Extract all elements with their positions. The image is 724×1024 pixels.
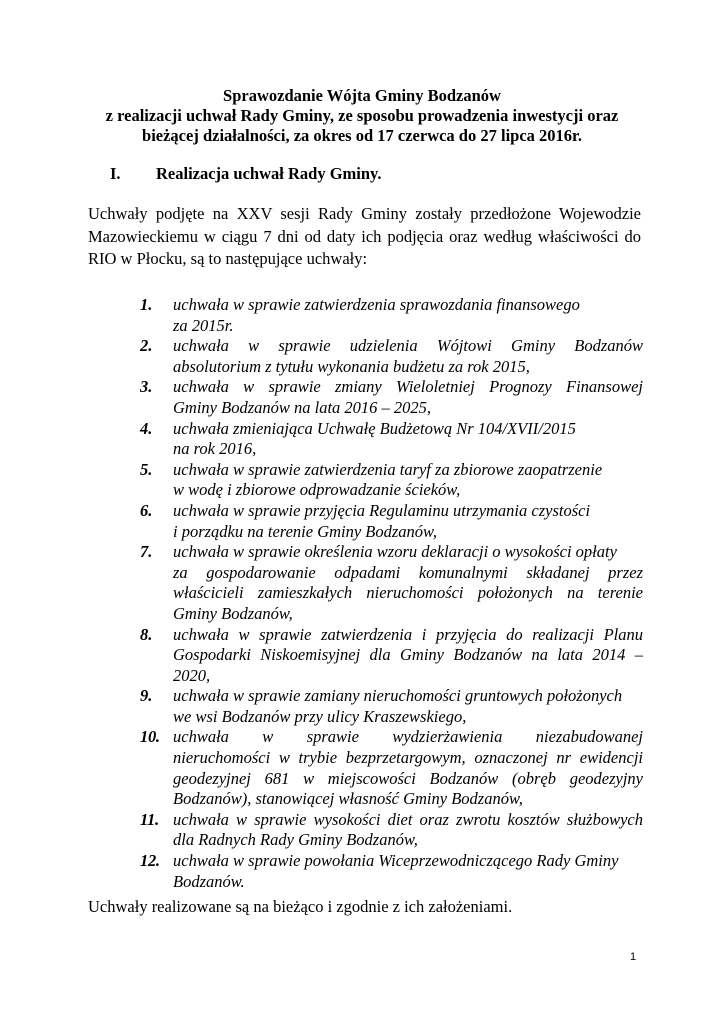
list-item-line: 2020, [173, 665, 211, 685]
list-item-number: 6. [140, 500, 153, 520]
list-item-text [173, 419, 643, 460]
list-item-line: Gminy Bodzanów na lata 2016 – 2025, [173, 397, 432, 417]
list-item-line: właścicieli zamieszkałych nieruchomości położonych na terenie [173, 583, 643, 603]
list-item-line: uchwała w sprawie wydzierżawienia niezabudowanej [173, 727, 643, 747]
list-item-line: i porządku na terenie Gminy Bodzanów, [173, 521, 437, 541]
list-item-line: Bodzanów), stanowiącej własność Gminy Bodzanów, [173, 789, 523, 809]
list-item-line: Bodzanów. [173, 871, 245, 891]
list-item [140, 542, 643, 624]
list-item-line: za gospodarowanie odpadami komunalnymi składanej przez [173, 562, 643, 582]
list-item [140, 625, 643, 687]
list-item-line: uchwała w sprawie powołania Wiceprzewodniczącego Rady Gminy [173, 851, 619, 871]
list-item-line: na rok 2016, [173, 439, 257, 459]
list-item [140, 460, 643, 501]
document-title [80, 86, 644, 146]
list-item [140, 810, 643, 851]
list-item-number: 3. [140, 377, 153, 397]
page-number: 1 [630, 951, 637, 963]
list-item-line: uchwała w sprawie wysokości diet oraz zwrotu kosztów służbowych [173, 809, 643, 829]
list-item-number: 8. [140, 624, 153, 644]
list-item-line: uchwała w sprawie określenia wzoru deklaracji o wysokości opłaty [173, 542, 617, 562]
list-item [140, 295, 643, 336]
list-item-line: nieruchomości w trybie bezprzetargowym, oznaczonej nr ewidencji [173, 748, 643, 768]
list-item-number: 9. [140, 686, 153, 706]
list-item [140, 501, 643, 542]
list-item-number: 1. [140, 295, 153, 314]
section-title: Realizacja uchwał Rady Gminy. [156, 164, 382, 183]
list-item-text [173, 686, 643, 727]
list-item-text [173, 336, 643, 377]
list-item-line: uchwała w sprawie zamiany nieruchomości gruntowych położonych [173, 686, 623, 706]
list-item-line: uchwała zmieniająca Uchwałę Budżetową Nr 104/XVII/2015 [173, 418, 576, 438]
intro-paragraph [88, 203, 641, 271]
intro-line-2: Mazowieckiemu w ciągu 7 dni od daty ich podjęcia oraz według właściwości do [88, 226, 641, 246]
list-item-text [173, 295, 643, 336]
list-item-line: geodezyjnej 681 w miejscowości Bodzanów (obręb geodezyjny [173, 768, 643, 788]
list-item-text [173, 460, 643, 501]
list-item-number: 10. [140, 727, 160, 747]
list-item [140, 336, 643, 377]
list-item-number: 11. [140, 809, 159, 829]
section-heading [110, 164, 382, 184]
list-item-text [173, 727, 643, 809]
list-item-line: uchwała w sprawie przyjęcia Regulaminu utrzymania czystości [173, 500, 591, 520]
title-line-3: bieżącej działalności, za okres od 17 czerwca do 27 lipca 2016r. [142, 126, 582, 145]
list-item-number: 5. [140, 459, 153, 479]
list-item-line: Gminy Bodzanów, [173, 603, 293, 623]
intro-line-1: Uchwały podjęte na XXV sesji Rady Gminy zostały przedłożone Wojewodzie [88, 204, 641, 223]
list-item-line: absolutorium z tytułu wykonania budżetu za rok 2015, [173, 356, 530, 376]
list-item-line: we wsi Bodzanów przy ulicy Kraszewskiego, [173, 706, 467, 726]
list-item-text [173, 851, 643, 892]
list-item [140, 377, 643, 418]
list-item-line: uchwała w sprawie zmiany Wieloletniej Prognozy Finansowej [173, 377, 643, 397]
list-item-line: uchwała w sprawie zatwierdzenia sprawozdania finansowego [173, 295, 580, 314]
title-line-1: Sprawozdanie Wójta Gminy Bodzanów [223, 86, 501, 105]
list-item [140, 727, 643, 809]
list-item-number: 12. [140, 851, 160, 871]
list-item-text [173, 810, 643, 851]
list-item [140, 419, 643, 460]
list-item-line: Gospodarki Niskoemisyjnej dla Gminy Bodzanów na lata 2014 – [173, 645, 643, 665]
list-item-number: 7. [140, 542, 153, 562]
list-item-text [173, 501, 643, 542]
list-item-number: 4. [140, 418, 153, 438]
resolutions-list [140, 295, 643, 892]
list-item-text [173, 542, 643, 624]
list-item-text [173, 377, 643, 418]
closing-paragraph: Uchwały realizowane są na bieżąco i zgodnie z ich założeniami. [88, 897, 513, 916]
list-item-number: 2. [140, 336, 153, 356]
title-line-2: z realizacji uchwał Rady Gminy, ze sposobu prowadzenia inwestycji oraz [105, 106, 619, 125]
section-number: I. [110, 164, 121, 183]
list-item-line: za 2015r. [173, 315, 234, 335]
list-item-line: uchwała w sprawie udzielenia Wójtowi Gminy Bodzanów [173, 336, 643, 356]
list-item [140, 686, 643, 727]
list-item-line: dla Radnych Rady Gminy Bodzanów, [173, 830, 418, 850]
list-item [140, 851, 643, 892]
list-item-line: uchwała w sprawie zatwierdzenia i przyjęcia do realizacji Planu [173, 624, 643, 644]
intro-line-3: RIO w Płocku, są to następujące uchwały: [88, 249, 368, 268]
list-item-text [173, 625, 643, 687]
list-item-line: uchwała w sprawie zatwierdzenia taryf za zbiorowe zaopatrzenie [173, 459, 603, 479]
list-item-line: w wodę i zbiorowe odprowadzanie ścieków, [173, 480, 461, 500]
